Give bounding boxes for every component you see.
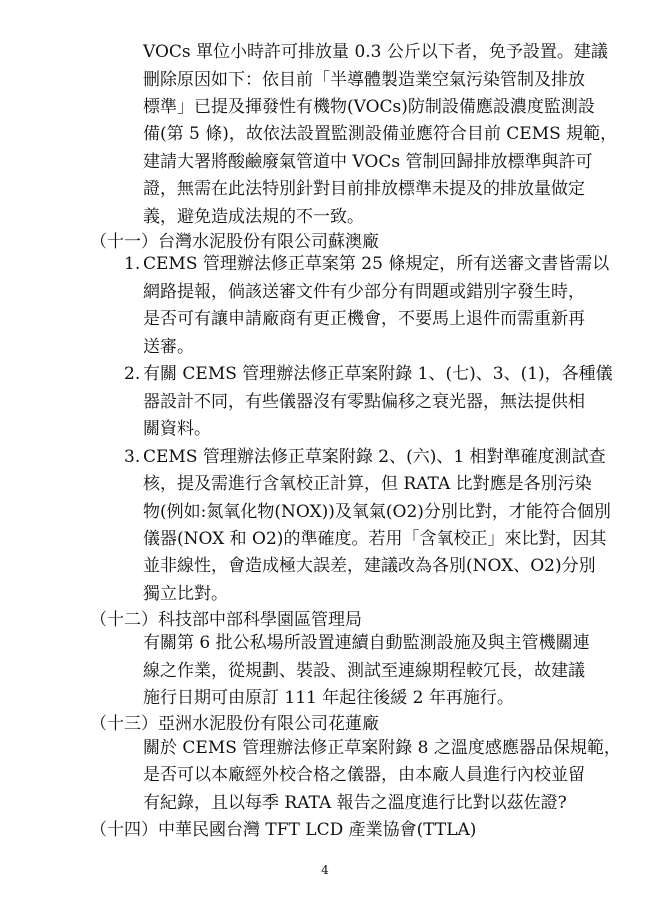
s11-item-3-number: 3. (124, 446, 141, 467)
s11-item-2-line-1: 有關 CEMS 管理辦法修正草案附錄 1、(七)、3、(1)，各種儀 (143, 364, 613, 385)
section-12-heading: （十二）科技部中部科學園區管理局 (90, 609, 362, 630)
s12-line-1: 有關第 6 批公私場所設置連續自動監測設施及與主管機關連 (143, 633, 590, 654)
s11-item-1-line-1: CEMS 管理辦法修正草案第 25 條規定，所有送審文書皆需以 (143, 254, 610, 275)
section-14-heading: （十四）中華民國台灣 TFT LCD 產業協會(TTLA) (90, 820, 477, 840)
s13-line-3: 有紀錄，且以每季 RATA 報告之溫度進行比對以茲佐證? (143, 792, 567, 813)
s13-line-1: 關於 CEMS 管理辦法修正草案附錄 8 之溫度感應器品保規範， (143, 737, 621, 758)
s11-item-1-line-4: 送審。 (143, 336, 194, 357)
intro-line-5: 建請大署將酸鹼廢氣管道中 VOCs 管制回歸排放標準與許可 (143, 151, 593, 172)
s11-item-3-line-2: 核，提及需進行含氧校正計算，但 RATA 比對應是各別污染 (143, 474, 592, 494)
s11-item-3-line-1: CEMS 管理辦法修正草案附錄 2、(六)、1 相對準確度測試查 (143, 446, 606, 467)
intro-line-4: 備(第 5 條)，故依法設置監測設備並應符合目前 CEMS 規範， (143, 124, 618, 145)
s11-item-3-line-5: 並非線性，會造成極大誤差，建議改為各別(NOX、O2)分別 (143, 556, 596, 577)
intro-line-1: VOCs 單位小時許可排放量 0.3 公斤以下者，免予設置。建議 (143, 42, 608, 62)
s11-item-1-line-2: 網路提報，倘該送審文件有少部分有問題或錯別字發生時， (143, 281, 585, 302)
s11-item-3-line-6: 獨立比對。 (143, 583, 228, 604)
s11-item-2-line-3: 關資料。 (143, 419, 211, 440)
intro-line-2: 刪除原因如下：依目前「半導體製造業空氣污染管制及排放 (143, 69, 585, 90)
s13-line-2: 是否可以本廠經外校合格之儀器，由本廠人員進行內校並留 (143, 765, 585, 786)
s12-line-2: 線之作業，從規劃、裝設、測試至連線期程較冗長，故建議 (143, 660, 585, 681)
section-13-heading: （十三）亞洲水泥股份有限公司花蓮廠 (90, 713, 379, 734)
page-number: 4 (321, 863, 329, 877)
s11-item-1-number: 1. (124, 254, 141, 275)
s11-item-2-line-2: 器設計不同，有些儀器沒有零點偏移之衰光器，無法提供相 (143, 391, 585, 412)
s11-item-2-number: 2. (124, 364, 141, 385)
s11-item-3-line-4: 儀器(NOX 和 O2)的準確度。若用「含氧校正」來比對，因其 (143, 528, 607, 549)
intro-line-3: 標準」已提及揮發性有機物(VOCs)防制設備應設濃度監測設 (143, 96, 595, 117)
s11-item-1-line-3: 是否可有讓申請廠商有更正機會，不要馬上退件而需重新再 (143, 309, 585, 330)
section-11-heading: （十一）台灣水泥股份有限公司蘇澳廠 (90, 232, 379, 253)
s11-item-3-line-3: 物(例如:氮氧化物(NOX))及氧氣(O2)分別比對，才能符合個別 (143, 501, 611, 522)
s12-line-3: 施行日期可由原訂 111 年起往後緩 2 年再施行。 (143, 688, 514, 709)
intro-line-7: 義，避免造成法規的不一致。 (143, 206, 364, 227)
intro-line-6: 證，無需在此法特別針對目前排放標準未提及的排放量做定 (143, 179, 585, 200)
